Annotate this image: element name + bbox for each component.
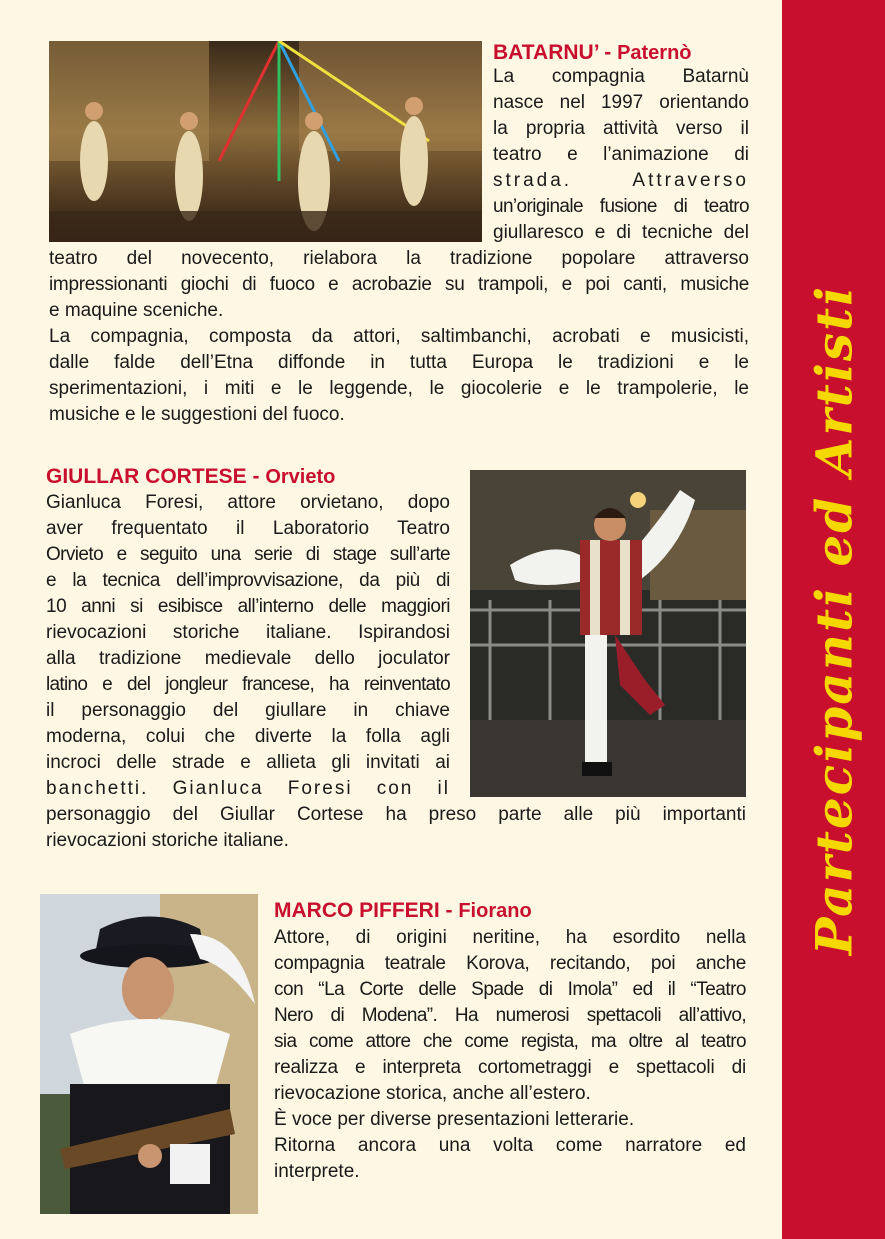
bio-line: È voce per diverse presentazioni letterarie. [274,1109,635,1130]
bio-line: un’originale fusione di teatro [493,196,749,217]
street-theatre-photo [49,41,482,242]
artist-place: Fiorano [458,900,532,922]
bio-line: la propria attività verso il [493,118,749,139]
bio-line: e maquine sceniche. [49,300,224,321]
bio-line: sperimentazioni, i miti e le leggende, le giocolerie e le trampolerie, le [49,378,749,399]
bio-line: latino e del jongleur francese, ha reinventato [46,674,450,695]
bio-line: teatro del novecento, rielabora la tradizione popolare attraverso [49,248,749,269]
bio-line: impressionanti giochi di fuoco e acrobazie su trampoli, e poi canti, musiche [49,274,749,295]
artist-name: GIULLAR CORTESE [46,465,247,488]
sidebar-band [782,0,885,1239]
bio-line: rievocazioni storiche italiane. Ispirandosi [46,622,450,643]
artist-place: Paternò [617,42,692,64]
bio-line: giullaresco e di tecniche del [493,222,749,243]
narrator-photo [40,894,258,1214]
bio-line: banchetti. Gianluca Foresi con il [46,778,450,799]
artist-name-heading: GIULLAR CORTESE - Orvieto [46,465,336,488]
bio-line: dalle falde dell’Etna diffonde in tutta Europa le tradizioni e le [49,352,749,373]
bio-line: nasce nel 1997 orientando [493,92,749,113]
bio-line: realizza e interpreta cortometraggi e spettacoli di [274,1057,746,1078]
bio-line: rievocazioni storiche italiane. [46,830,289,851]
artist-name: MARCO PIFFERI [274,899,440,922]
bio-line: interprete. [274,1161,360,1182]
jester-photo [470,470,746,797]
bio-line: compagnia teatrale Korova, recitando, poi anche [274,953,746,974]
bio-line: teatro e l’animazione di [493,144,749,165]
bio-line: incroci delle strade e allieta gli invitati ai [46,752,450,773]
bio-line: Attore, di origini neritine, ha esordito nella [274,927,746,948]
bio-line: La compagnia Batarnù [493,66,749,87]
bio-line: personaggio del Giullar Cortese ha preso parte alle più importanti [46,804,746,825]
bio-line: con “La Corte delle Spade di Imola” ed il “Teatro [274,979,746,1000]
bio-line: rievocazione storica, anche all’estero. [274,1083,591,1104]
bio-line: La compagnia, composta da attori, saltimbanchi, acrobati e musicisti, [49,326,749,347]
artist-name-heading: BATARNU’ - Paternò [493,41,692,64]
bio-line: il personaggio del giullare in chiave [46,700,450,721]
bio-line: alla tradizione medievale dello joculator [46,648,450,669]
bio-line: Orvieto e seguito una serie di stage sull’arte [46,544,450,565]
artist-name: BATARNU’ [493,41,599,64]
bio-line: 10 anni si esibisce all’interno delle maggiori [46,596,450,617]
bio-line: aver frequentato il Laboratorio Teatro [46,518,450,539]
artist-name-heading: MARCO PIFFERI - Fiorano [274,899,532,922]
bio-line: musiche e le suggestioni del fuoco. [49,404,345,425]
bio-line: sia come attore che come regista, ma oltre al teatro [274,1031,746,1052]
bio-line: moderna, colui che diverte la folla agli [46,726,450,747]
artist-place: Orvieto [265,466,336,488]
bio-line: e la tecnica dell’improvvisazione, da più di [46,570,450,591]
bio-line: Nero di Modena”. Ha numerosi spettacoli all’attivo, [274,1005,746,1026]
bio-line: Ritorna ancora una volta come narratore ed [274,1135,746,1156]
bio-line: strada. Attraverso [493,170,749,191]
sidebar-title: Partecipanti ed Artisti [804,284,863,956]
bio-line: Gianluca Foresi, attore orvietano, dopo [46,492,450,513]
